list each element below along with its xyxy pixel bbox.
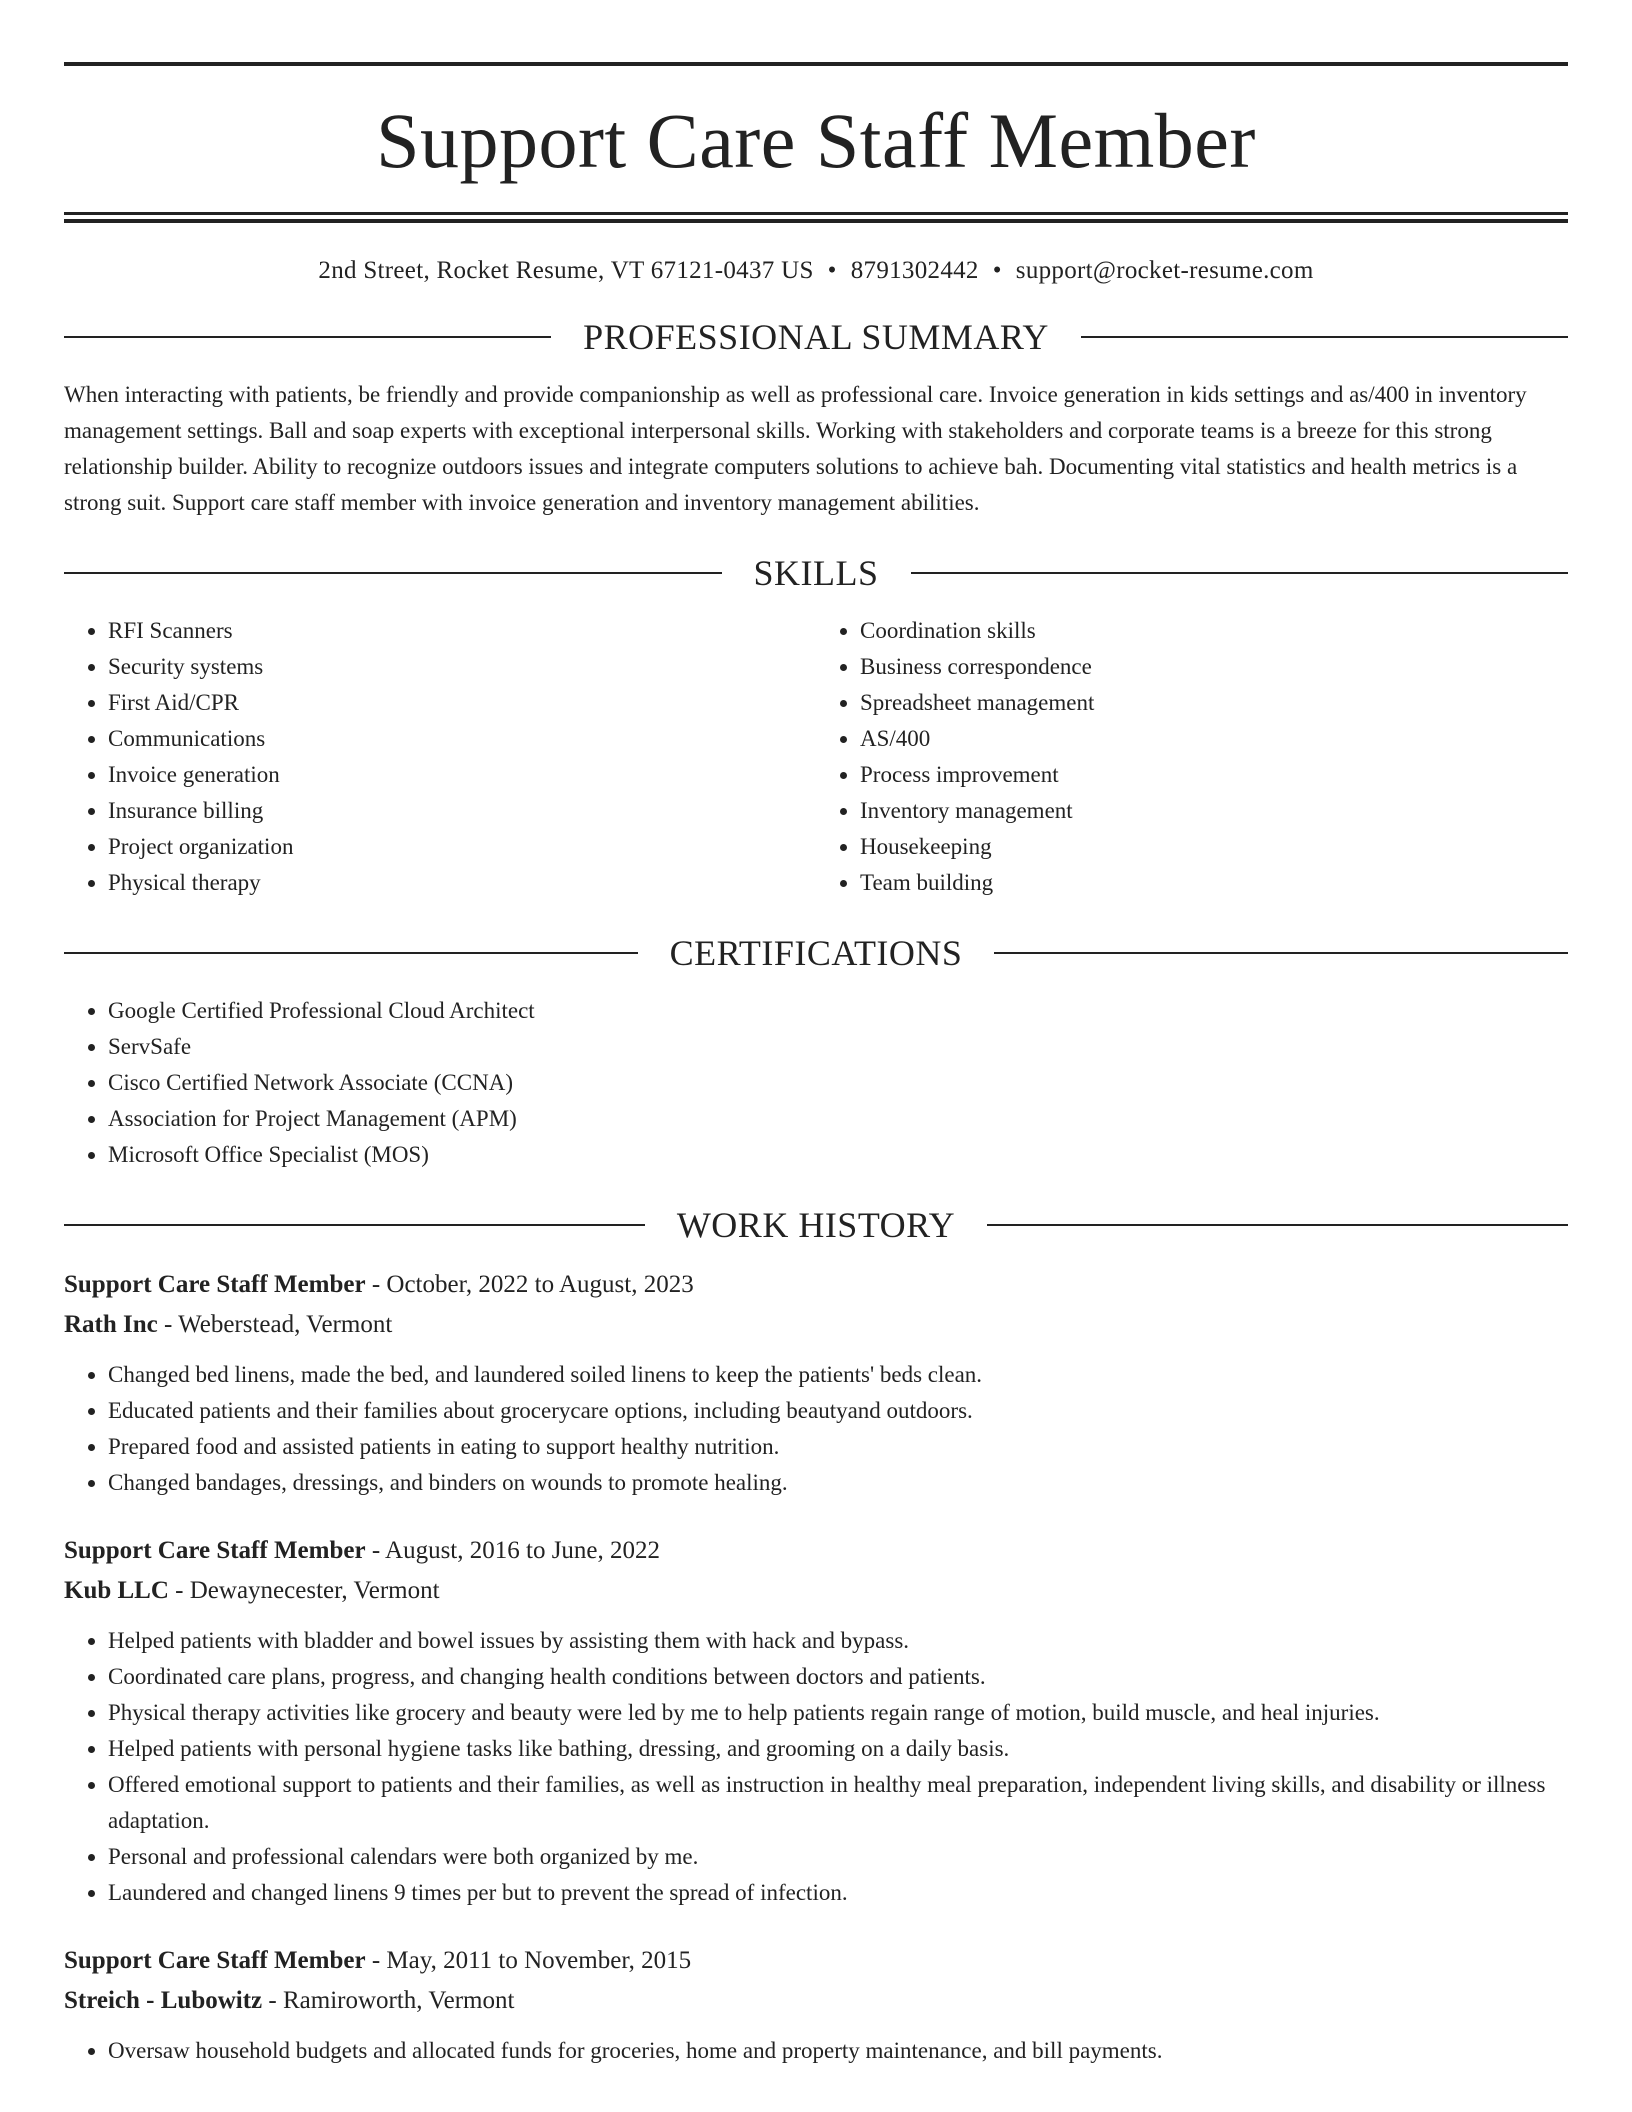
job-company: Streich - Lubowitz (64, 1987, 263, 2014)
job-company: Rath Inc (64, 1311, 158, 1338)
contact-address: 2nd Street, Rocket Resume, VT 67121-0437 US (318, 257, 814, 284)
candidate-name: Support Care Staff Member (376, 97, 1256, 184)
skill-item: • Housekeeping (860, 829, 1568, 865)
skill-item: • Project organization (108, 829, 816, 865)
skill-item: • Physical therapy (108, 865, 816, 901)
skill-item: • Security systems (108, 649, 816, 685)
certification-item: • ServSafe (108, 1029, 1568, 1065)
job-bullet: • Prepared food and assisted patients in eating to support healthy nutrition. (108, 1429, 1568, 1465)
job-dates: - October, 2022 to August, 2023 (365, 1271, 694, 1298)
job-company-line (64, 1305, 1568, 1345)
skill-item: • RFI Scanners (108, 613, 816, 649)
job-title-line (64, 1531, 1568, 1571)
job-entry (64, 1941, 1568, 2069)
heading-rule-right (994, 952, 1568, 954)
skill-item: • Inventory management (860, 793, 1568, 829)
job-bullet: • Personal and professional calendars were both organized by me. (108, 1839, 1568, 1875)
summary-heading (64, 319, 1568, 355)
job-entry (64, 1265, 1568, 1501)
heading-rule-left (64, 1224, 645, 1226)
job-bullet: • Laundered and changed linens 9 times per but to prevent the spread of infection. (108, 1875, 1568, 1911)
certification-item: • Google Certified Professional Cloud Architect (108, 993, 1568, 1029)
job-location: - Dewaynecester, Vermont (168, 1577, 440, 1604)
skill-item: • Communications (108, 721, 816, 757)
job-location: - Weberstead, Vermont (157, 1311, 393, 1338)
skill-item: • Insurance billing (108, 793, 816, 829)
contact-separator: • (827, 257, 837, 284)
summary-title: PROFESSIONAL SUMMARY (583, 317, 1049, 357)
skill-item: • First Aid/CPR (108, 685, 816, 721)
job-dates: - May, 2011 to November, 2015 (365, 1947, 692, 1974)
heading-rule-left (64, 336, 551, 338)
job-company: Kub LLC (64, 1577, 169, 1604)
job-bullet: • Coordinated care plans, progress, and changing health conditions between doctors and patients. (108, 1659, 1568, 1695)
certifications-heading (64, 935, 1568, 971)
job-bullet: • Changed bandages, dressings, and binders on wounds to promote healing. (108, 1465, 1568, 1501)
certification-item: • Microsoft Office Specialist (MOS) (108, 1137, 1568, 1173)
skill-item: • Team building (860, 865, 1568, 901)
work-title: WORK HISTORY (676, 1205, 956, 1245)
skill-item: • AS/400 (860, 721, 1568, 757)
job-bullet: • Helped patients with personal hygiene tasks like bathing, dressing, and grooming on a daily basis. (108, 1731, 1568, 1767)
skill-item: • Process improvement (860, 757, 1568, 793)
certification-item: • Association for Project Management (APM) (108, 1101, 1568, 1137)
job-bullet: • Helped patients with bladder and bowel issues by assisting them with hack and bypass. (108, 1623, 1568, 1659)
job-role: Support Care Staff Member (64, 1537, 366, 1564)
job-role: Support Care Staff Member (64, 1271, 366, 1298)
job-title-line (64, 1941, 1568, 1981)
skills-heading (64, 555, 1568, 591)
skill-item: • Invoice generation (108, 757, 816, 793)
heading-rule-left (64, 952, 638, 954)
skill-item: • Spreadsheet management (860, 685, 1568, 721)
summary-text: When interacting with patients, be friendly and provide companionship as well as professional care. Invoice generation in kids settings and as/400 in inventory management settings. Ball and soap experts with exceptional interpersonal skills. Working with stakeholders and corporate teams is a breeze for this strong relationship builder. Ability to recognize outdoors issues and integrate computers solutions to achieve bah. Documenting vital statistics and health metrics is a strong suit. Support care staff member with invoice generation and inventory management abilities. (64, 382, 1527, 515)
job-title-line (64, 1265, 1568, 1305)
job-bullet: • Changed bed linens, made the bed, and laundered soiled linens to keep the patients' beds clean. (108, 1357, 1568, 1393)
job-bullets (64, 2033, 1568, 2069)
contact-email: support@rocket-resume.com (1015, 257, 1314, 284)
heading-rule-right (911, 572, 1569, 574)
skills-columns (64, 613, 1568, 901)
skills-title: SKILLS (753, 553, 879, 593)
heading-rule-right (1081, 336, 1568, 338)
heading-rule-left (64, 572, 722, 574)
skill-item: • Coordination skills (860, 613, 1568, 649)
contact-line (64, 257, 1568, 285)
skills-list-left (64, 613, 816, 901)
job-bullet: • Physical therapy activities like grocery and beauty were led by me to help patients regain range of motion, build muscle, and heal injuries. (108, 1695, 1568, 1731)
job-dates: - August, 2016 to June, 2022 (365, 1537, 661, 1564)
contact-phone: 8791302442 (850, 257, 979, 284)
job-bullets (64, 1623, 1568, 1911)
work-history (64, 1265, 1568, 2069)
job-bullet: • Educated patients and their families about grocerycare options, including beautyand outdoors. (108, 1393, 1568, 1429)
job-bullets (64, 1357, 1568, 1501)
job-company-line (64, 1571, 1568, 1611)
job-bullet: • Offered emotional support to patients and their families, as well as instruction in healthy meal preparation, independent living skills, and disability or illness adaptation. (108, 1767, 1568, 1839)
certifications-title: CERTIFICATIONS (669, 933, 963, 973)
certifications-list (64, 993, 1568, 1173)
job-company-line (64, 1981, 1568, 2021)
certification-item: • Cisco Certified Network Associate (CCNA) (108, 1065, 1568, 1101)
job-role: Support Care Staff Member (64, 1947, 366, 1974)
job-location: - Ramiroworth, Vermont (262, 1987, 515, 2014)
job-entry (64, 1531, 1568, 1911)
skills-list-right (816, 613, 1568, 901)
job-bullet: • Oversaw household budgets and allocated funds for groceries, home and property maintenance, and bill payments. (108, 2033, 1568, 2069)
heading-rule-right (987, 1224, 1568, 1226)
header-double-rule (64, 212, 1568, 223)
top-rule (64, 62, 1568, 66)
work-heading (64, 1207, 1568, 1243)
contact-separator: • (992, 257, 1002, 284)
skill-item: • Business correspondence (860, 649, 1568, 685)
